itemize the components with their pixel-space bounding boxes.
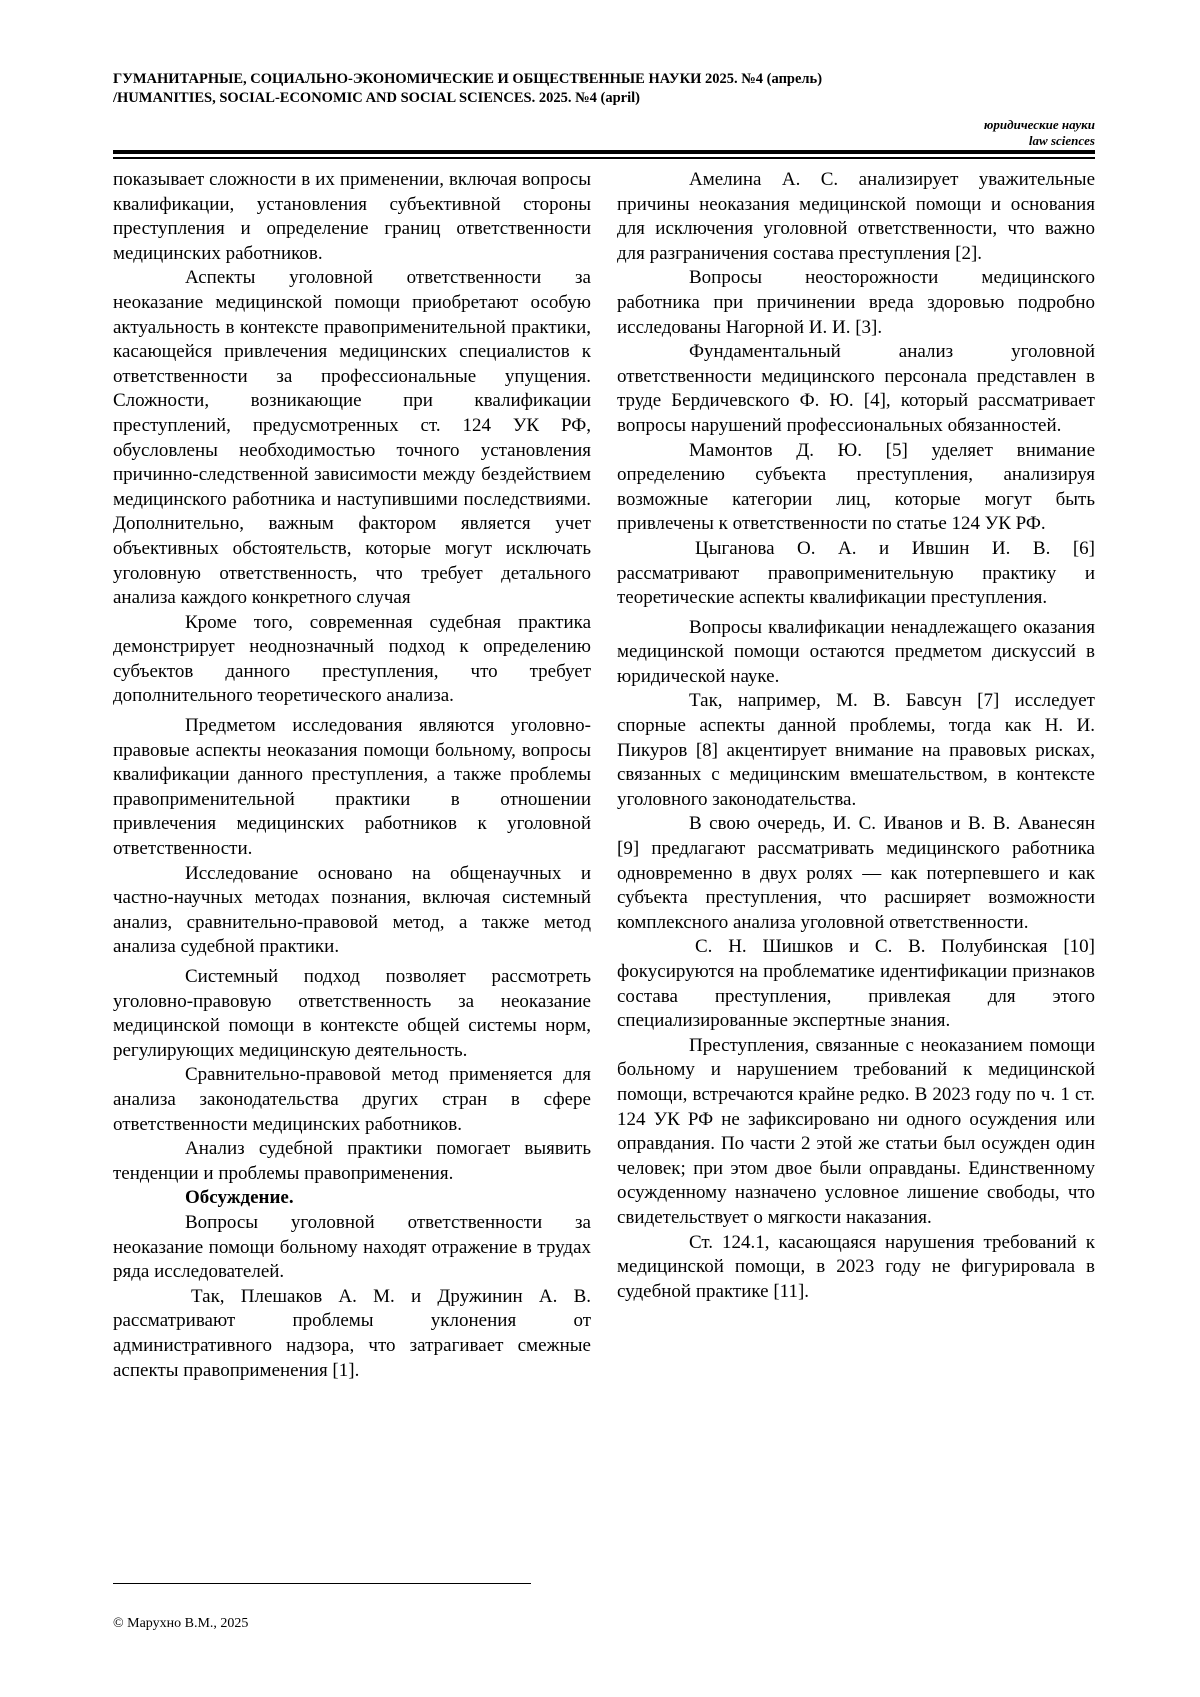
paragraph: Мамонтов Д. Ю. [5] уделяет внимание определению субъекта преступления, анализируя возможные категории лиц, которые могут быть привлечены к ответственности по статье 124 УК РФ. (617, 439, 1095, 535)
footnote-rule (113, 1583, 531, 1584)
paragraph: Фундаментальный анализ уголовной ответственности медицинского персонала представлен в труде Бердичевского Ф. Ю. [4], который рассматривает вопросы нарушений профессиональных обязанностей. (617, 341, 1095, 436)
paragraph: Так, Плешаков А. М. и Дружинин А. В. рассматривают проблемы уклонения от административного надзора, что затрагивает смежные аспекты правоприменения [1]. (113, 1285, 591, 1381)
paragraph: Ст. 124.1, касающаяся нарушения требований к медицинской помощи, в 2023 году не фигурировала в судебной практике [11]. (617, 1231, 1095, 1302)
paragraph: Так, например, М. В. Бавсун [7] исследует спорные аспекты данной проблемы, тогда как Н. И. Пикуров [8] акцентирует внимание на правовых рисках, связанных с медицинским вмешательством, в контексте уголовного законодательства. (617, 690, 1095, 810)
section-en: law sciences (1028, 133, 1095, 148)
paragraph: Кроме того, современная судебная практика демонстрирует неоднозначный подход к определению субъектов данного преступления, что требует дополнительного теоретического анализа. (113, 611, 591, 707)
copyright-note: © Марухно В.М., 2025 (113, 1616, 249, 1631)
paragraph: Предметом исследования являются уголовно-правовые аспекты неоказания помощи больному, вопросы квалификации данного преступления, а также проблемы правоприменительной практики в отношении привлечения медицинских работников к уголовной ответственности. (113, 715, 591, 860)
paragraph: С. Н. Шишков и С. В. Полубинская [10] фокусируются на проблематике идентификации признаков состава преступления, привлекая для этого специализированные экспертные знания. (617, 936, 1095, 1032)
paragraph: Системный подход позволяет рассмотреть уголовно-правовую ответственность за неоказание медицинской помощи в контексте общей системы норм, регулирующих медицинскую деятельность. (113, 966, 591, 1061)
paragraph: показывает сложности в их применении, включая вопросы квалификации, установления субъективной стороны преступления и определение границ ответственности медицинских работников. (113, 169, 591, 264)
paragraph: Цыганова О. А. и Ившин И. В. [6] рассматривают правоприменительную практику и теоретические аспекты квалификации преступления. (617, 537, 1095, 609)
left-column (113, 168, 591, 1383)
section-heading: Обсуждение. (185, 1187, 294, 1209)
page-header (113, 70, 1095, 149)
paragraph: Вопросы уголовной ответственности за неоказание помощи больному находят отражение в трудах ряда исследователей. (113, 1211, 591, 1283)
journal-title-ru: ГУМАНИТАРНЫЕ, СОЦИАЛЬНО-ЭКОНОМИЧЕСКИЕ И ОБЩЕСТВЕННЫЕ НАУКИ 2025. №4 (апрель) (113, 71, 823, 87)
paragraph: Сравнительно-правовой метод применяется для анализа законодательства других стран в сфере ответственности медицинских работников. (113, 1064, 591, 1135)
paragraph: Анализ судебной практики помогает выявить тенденции и проблемы правоприменения. (113, 1138, 591, 1184)
journal-title-en: /HUMANITIES, SOCIAL-ECONOMIC AND SOCIAL SCIENCES. 2025. №4 (april) (113, 90, 640, 106)
paragraph: Исследование основано на общенаучных и частно-научных методах познания, включая системный анализ, сравнительно-правовой метод, а также метод анализа судебной практики. (113, 862, 591, 958)
right-column (617, 168, 1095, 1304)
header-rule-thin (113, 157, 1095, 159)
paragraph: Вопросы неосторожности медицинского работника при причинении вреда здоровью подробно исследованы Нагорной И. И. [3]. (617, 267, 1095, 338)
header-rule-thick (113, 150, 1095, 154)
paragraph: В свою очередь, И. С. Иванов и В. В. Аванесян [9] предлагают рассматривать медицинского работника одновременно в двух ролях — как потерпевшего и как субъекта преступления, что расширяет возможности комплексного анализа уголовной ответственности. (617, 813, 1095, 933)
section-label (113, 117, 1095, 149)
paragraph: Аспекты уголовной ответственности за неоказание медицинской помощи приобретают особую актуальность в контексте правоприменительной практики, касающейся привлечения медицинских специалистов к ответственности за профессиональные упущения. Сложности, возникающие при квалификации преступлений, предусмотренных ст. 124 УК РФ, обусловлены необходимостью точного установления причинно-следственной зависимости между бездействием медицинского работника и наступившими последствиями. Дополнительно, важным фактором является учет объективных обстоятельств, которые могут исключать уголовную ответственность, что требует детального анализа каждого конкретного случая (113, 267, 591, 609)
section-ru: юридические науки (983, 117, 1095, 132)
paragraph: Вопросы квалификации ненадлежащего оказания медицинской помощи остаются предметом дискуссий в юридической науке. (617, 616, 1095, 687)
paragraph: Амелина А. С. анализирует уважительные причины неоказания медицинской помощи и основания для исключения уголовной ответственности, что важно для разграничения состава преступления [2]. (617, 169, 1095, 264)
paragraph: Преступления, связанные с неоказанием помощи больному и нарушением требований к медицинской помощи, встречаются крайне редко. В 2023 году по ч. 1 ст. 124 УК РФ не зафиксировано ни одного осуждения или оправдания. По части 2 этой же статьи был осужден один человек; при этом двое были оправданы. Единственному осужденному назначено условное лишение свободы, что свидетельствует о мягкости наказания. (617, 1034, 1095, 1228)
